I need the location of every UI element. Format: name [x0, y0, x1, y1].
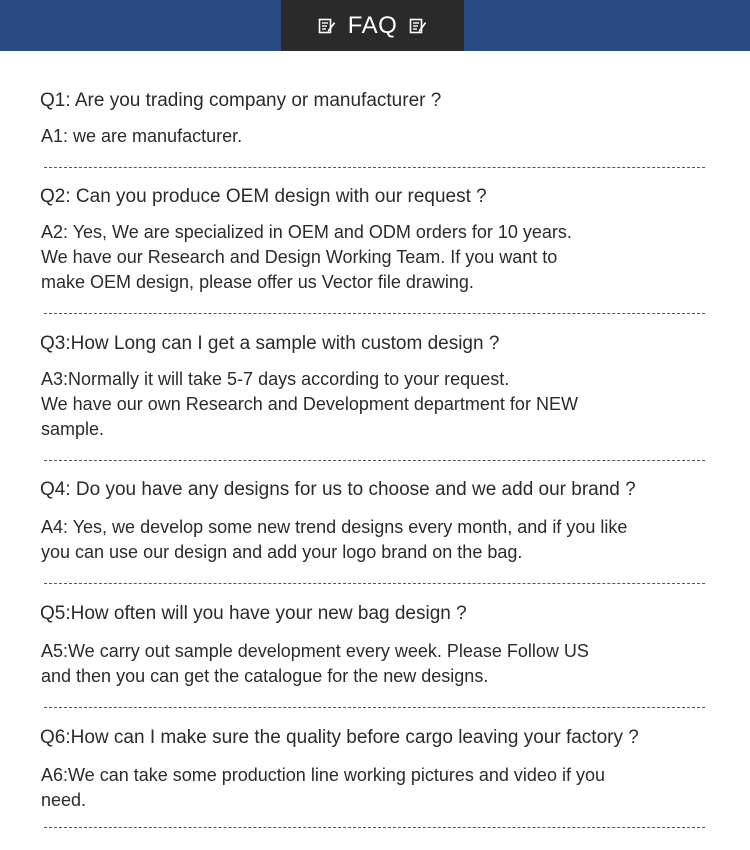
faq-answer — [41, 124, 721, 149]
faq-question: Q5:How often will you have your new bag design ? — [40, 603, 467, 624]
answer-line: make OEM design, please offer us Vector file drawing. — [41, 272, 474, 292]
faq-question: Q3:How Long can I get a sample with custom design ? — [40, 333, 500, 354]
faq-answer — [41, 763, 721, 813]
faq-answer — [41, 639, 721, 689]
dashed-divider — [44, 313, 705, 314]
answer-line: We have our own Research and Development department for NEW — [41, 394, 578, 414]
page-title: FAQ — [347, 11, 398, 39]
answer-line: A2: Yes, We are specialized in OEM and ODM orders for 10 years. — [41, 222, 572, 242]
edit-note-icon — [409, 17, 427, 35]
answer-line: sample. — [41, 419, 105, 439]
answer-line: A6:We can take some production line working pictures and video if you — [41, 765, 605, 785]
faq-question: Q2: Can you produce OEM design with our request ? — [40, 186, 487, 207]
dashed-divider — [44, 827, 705, 828]
faq-question: Q6:How can I make sure the quality before cargo leaving your factory ? — [40, 727, 639, 748]
faq-question: Q1: Are you trading company or manufacturer ? — [40, 90, 442, 111]
header-bar — [0, 0, 750, 51]
answer-line: you can use our design and add your logo brand on the bag. — [41, 542, 523, 562]
edit-note-icon — [318, 17, 336, 35]
answer-line: A4: Yes, we develop some new trend designs every month, and if you like — [41, 517, 628, 537]
answer-line: and then you can get the catalogue for the new designs. — [41, 666, 489, 686]
answer-line: A3:Normally it will take 5-7 days according to your request. — [41, 369, 510, 389]
faq-answer — [41, 515, 721, 565]
answer-line: We have our Research and Design Working Team. If you want to — [41, 247, 558, 267]
faq-answer — [41, 367, 721, 442]
dashed-divider — [44, 460, 705, 461]
dashed-divider — [44, 167, 705, 168]
dashed-divider — [44, 707, 705, 708]
answer-line: A1: we are manufacturer. — [41, 126, 243, 146]
answer-line: A5:We carry out sample development every week. Please Follow US — [41, 641, 589, 661]
answer-line: need. — [41, 790, 87, 810]
faq-question: Q4: Do you have any designs for us to choose and we add our brand ? — [40, 479, 636, 500]
dashed-divider — [44, 583, 705, 584]
faq-header-tab — [281, 0, 464, 51]
faq-answer — [41, 220, 721, 295]
